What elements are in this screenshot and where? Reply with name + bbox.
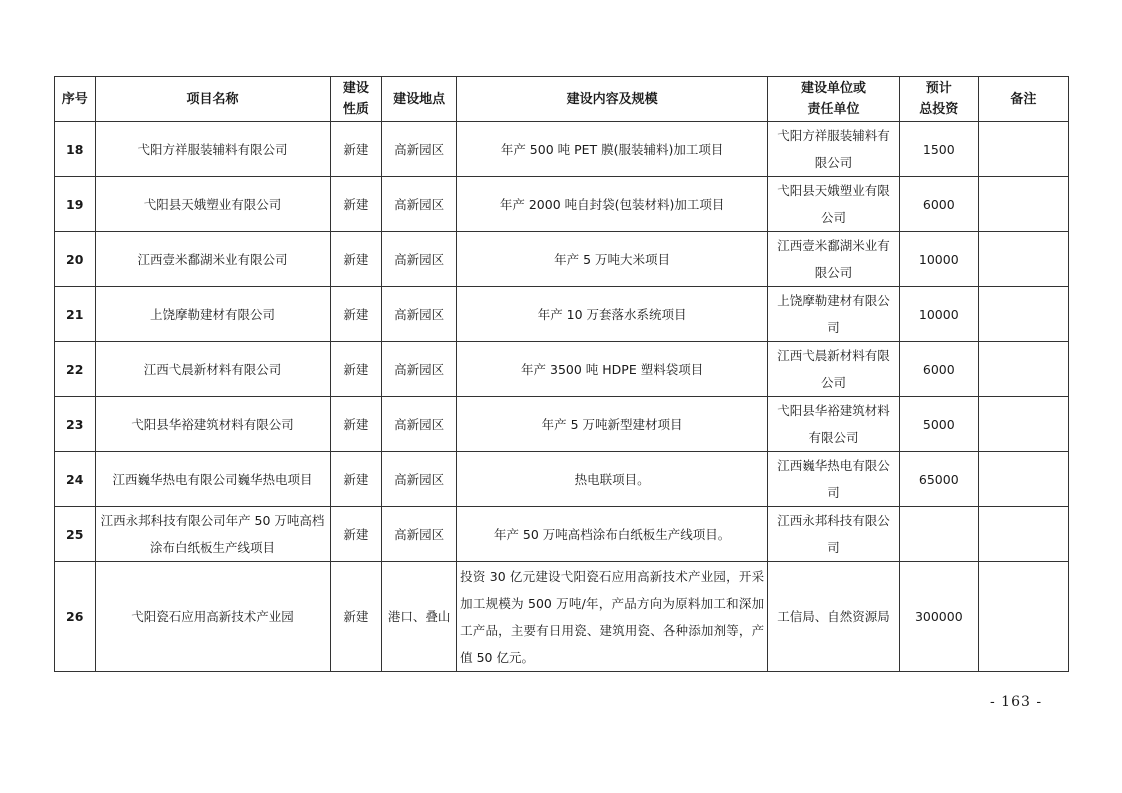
- page-number: - 163 -: [990, 694, 1043, 710]
- header-no: 序号: [55, 77, 96, 122]
- cell-location: 高新园区: [382, 232, 457, 287]
- cell-invest: 1500: [899, 122, 978, 177]
- cell-invest: 10000: [899, 232, 978, 287]
- cell-nature: 新建: [330, 397, 382, 452]
- cell-nature: 新建: [330, 342, 382, 397]
- cell-nature: 新建: [330, 177, 382, 232]
- cell-name: 弋阳县天娥塑业有限公司: [95, 177, 330, 232]
- header-invest: [899, 77, 978, 122]
- cell-unit: 上饶摩勒建材有限公司: [768, 287, 900, 342]
- cell-invest: 5000: [899, 397, 978, 452]
- cell-location: 高新园区: [382, 287, 457, 342]
- cell-location: 高新园区: [382, 342, 457, 397]
- cell-location: 高新园区: [382, 177, 457, 232]
- cell-no: 23: [55, 397, 96, 452]
- cell-nature: 新建: [330, 287, 382, 342]
- cell-remark: [978, 452, 1068, 507]
- project-table: [54, 76, 1069, 672]
- cell-no: 18: [55, 122, 96, 177]
- cell-nature: 新建: [330, 507, 382, 562]
- cell-content: 投资 30 亿元建设弋阳瓷石应用高新技术产业园，开采加工规模为 500 万吨/年，产品方向为原料加工和深加工产品，主要有日用瓷、建筑用瓷、各种添加剂等，产值 50 亿元。: [457, 562, 768, 672]
- cell-no: 26: [55, 562, 96, 672]
- header-location: 建设地点: [382, 77, 457, 122]
- cell-name: 弋阳县华裕建筑材料有限公司: [95, 397, 330, 452]
- cell-nature: 新建: [330, 452, 382, 507]
- cell-remark: [978, 342, 1068, 397]
- cell-no: 20: [55, 232, 96, 287]
- header-nature-line1: 建设: [342, 81, 369, 96]
- cell-content: 年产 5 万吨新型建材项目: [457, 397, 768, 452]
- cell-content: 年产 50 万吨高档涂布白纸板生产线项目。: [457, 507, 768, 562]
- cell-unit: 江西永邦科技有限公司: [768, 507, 900, 562]
- cell-remark: [978, 287, 1068, 342]
- cell-name: 江西巍华热电有限公司巍华热电项目: [95, 452, 330, 507]
- table-row: [55, 342, 1069, 397]
- cell-remark: [978, 562, 1068, 672]
- cell-location: 高新园区: [382, 452, 457, 507]
- cell-invest: 6000: [899, 342, 978, 397]
- cell-location: 高新园区: [382, 397, 457, 452]
- cell-invest: 65000: [899, 452, 978, 507]
- cell-no: 19: [55, 177, 96, 232]
- cell-nature: 新建: [330, 562, 382, 672]
- cell-no: 25: [55, 507, 96, 562]
- table-row: [55, 452, 1069, 507]
- cell-unit: 弋阳县天娥塑业有限公司: [768, 177, 900, 232]
- table-row: [55, 507, 1069, 562]
- cell-name: 江西弋晨新材料有限公司: [95, 342, 330, 397]
- cell-location: 高新园区: [382, 122, 457, 177]
- cell-invest: [899, 507, 978, 562]
- cell-location: 高新园区: [382, 507, 457, 562]
- cell-unit: 江西巍华热电有限公司: [768, 452, 900, 507]
- cell-unit: 江西壹米鄱湖米业有限公司: [768, 232, 900, 287]
- table-row: [55, 232, 1069, 287]
- header-unit-line2: 责任单位: [807, 102, 860, 117]
- cell-name: 江西壹米鄱湖米业有限公司: [95, 232, 330, 287]
- cell-nature: 新建: [330, 122, 382, 177]
- cell-remark: [978, 507, 1068, 562]
- cell-remark: [978, 232, 1068, 287]
- table-row: [55, 122, 1069, 177]
- cell-invest: 6000: [899, 177, 978, 232]
- table-row: [55, 397, 1069, 452]
- table-header-row: [55, 77, 1069, 122]
- cell-content: 年产 5 万吨大米项目: [457, 232, 768, 287]
- header-name: 项目名称: [95, 77, 330, 122]
- cell-no: 22: [55, 342, 96, 397]
- table-row: [55, 287, 1069, 342]
- cell-content: 年产 2000 吨自封袋(包装材料)加工项目: [457, 177, 768, 232]
- cell-name: 上饶摩勒建材有限公司: [95, 287, 330, 342]
- header-nature: [330, 77, 382, 122]
- header-remark: 备注: [978, 77, 1068, 122]
- header-invest-line1: 预计: [925, 81, 952, 96]
- table-row: [55, 177, 1069, 232]
- cell-no: 21: [55, 287, 96, 342]
- cell-invest: 300000: [899, 562, 978, 672]
- cell-content: 热电联项目。: [457, 452, 768, 507]
- header-nature-line2: 性质: [342, 102, 369, 117]
- cell-content: 年产 500 吨 PET 膜(服装辅料)加工项目: [457, 122, 768, 177]
- cell-remark: [978, 397, 1068, 452]
- cell-name: 弋阳瓷石应用高新技术产业园: [95, 562, 330, 672]
- cell-name: 弋阳方祥服装辅料有限公司: [95, 122, 330, 177]
- cell-unit: 弋阳方祥服装辅料有限公司: [768, 122, 900, 177]
- header-content: 建设内容及规模: [457, 77, 768, 122]
- cell-unit: 江西弋晨新材料有限公司: [768, 342, 900, 397]
- header-unit: [768, 77, 900, 122]
- header-unit-line1: 建设单位或: [800, 81, 866, 96]
- header-invest-line2: 总投资: [919, 102, 959, 117]
- cell-location: 港口、叠山: [382, 562, 457, 672]
- cell-content: 年产 10 万套落水系统项目: [457, 287, 768, 342]
- cell-remark: [978, 177, 1068, 232]
- cell-unit: 弋阳县华裕建筑材料有限公司: [768, 397, 900, 452]
- cell-nature: 新建: [330, 232, 382, 287]
- cell-remark: [978, 122, 1068, 177]
- cell-unit: 工信局、自然资源局: [768, 562, 900, 672]
- cell-invest: 10000: [899, 287, 978, 342]
- cell-content: 年产 3500 吨 HDPE 塑料袋项目: [457, 342, 768, 397]
- cell-name: 江西永邦科技有限公司年产 50 万吨高档涂布白纸板生产线项目: [95, 507, 330, 562]
- cell-no: 24: [55, 452, 96, 507]
- table-row: [55, 562, 1069, 672]
